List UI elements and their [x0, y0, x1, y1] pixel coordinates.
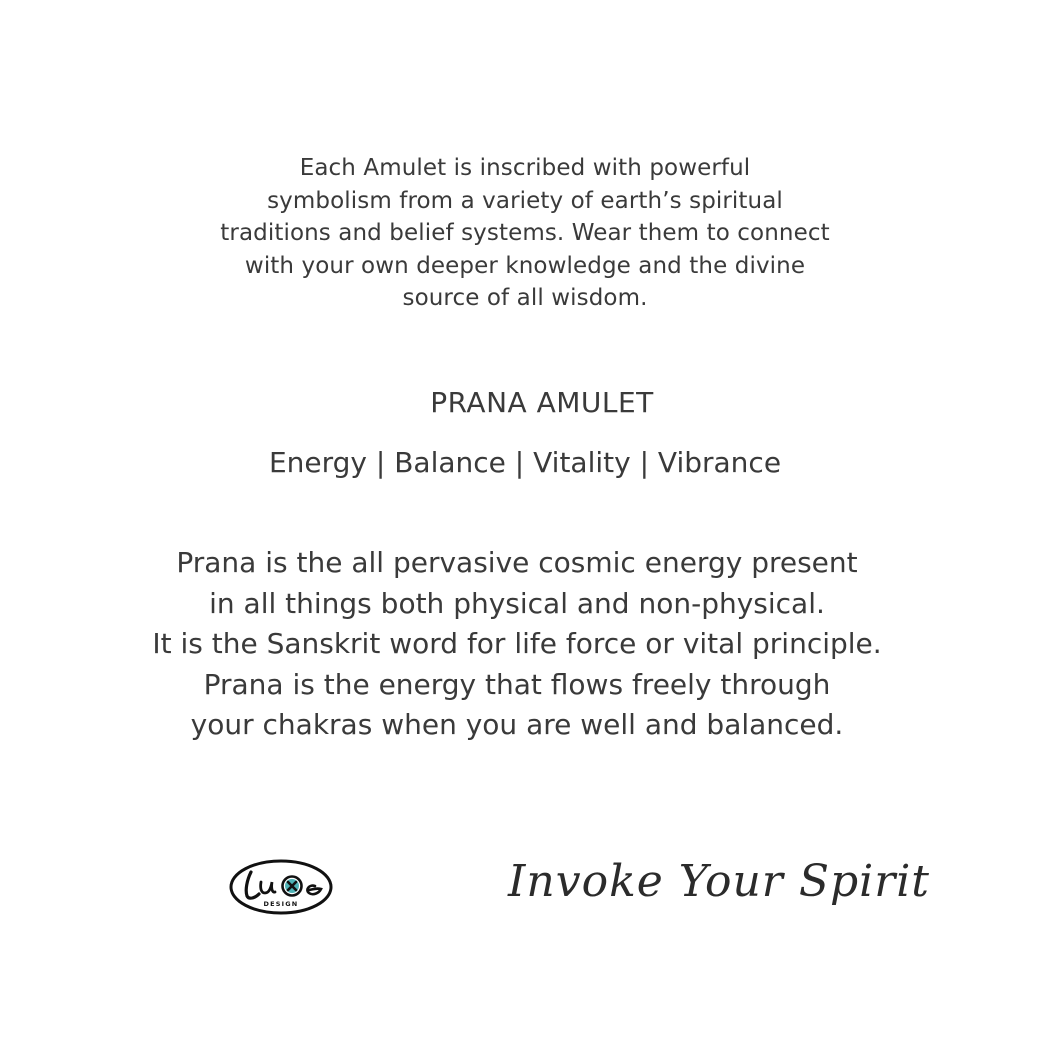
- description-line: It is the Sanskrit word for life force or vital principle.: [152, 627, 882, 660]
- description-line: your chakras when you are well and balanced.: [190, 708, 844, 741]
- brand-logo: [229, 858, 335, 916]
- description-line: Prana is the all pervasive cosmic energy present: [176, 546, 858, 579]
- intro-paragraph: [150, 152, 900, 315]
- intro-line: source of all wisdom.: [402, 285, 648, 311]
- description-paragraph: [0, 543, 1034, 746]
- description-line: Prana is the energy that flows freely through: [203, 667, 831, 701]
- description-line: in all things both physical and non-physical.: [209, 586, 825, 620]
- intro-line: with your own deeper knowledge and the divine: [244, 252, 806, 279]
- intro-line: traditions and belief systems. Wear them to connect: [220, 220, 830, 246]
- brand-tagline: Invoke Your Spirit: [508, 856, 930, 907]
- svg-text:DESIGN: DESIGN: [263, 900, 299, 908]
- product-attributes: Energy | Balance | Vitality | Vibrance: [268, 446, 782, 479]
- intro-line: symbolism from a variety of earth’s spiritual: [267, 187, 783, 214]
- intro-line: Each Amulet is inscribed with powerful: [299, 155, 751, 181]
- product-title: PRANA AMULET: [430, 386, 654, 419]
- brand-logo-graphic: [229, 858, 335, 916]
